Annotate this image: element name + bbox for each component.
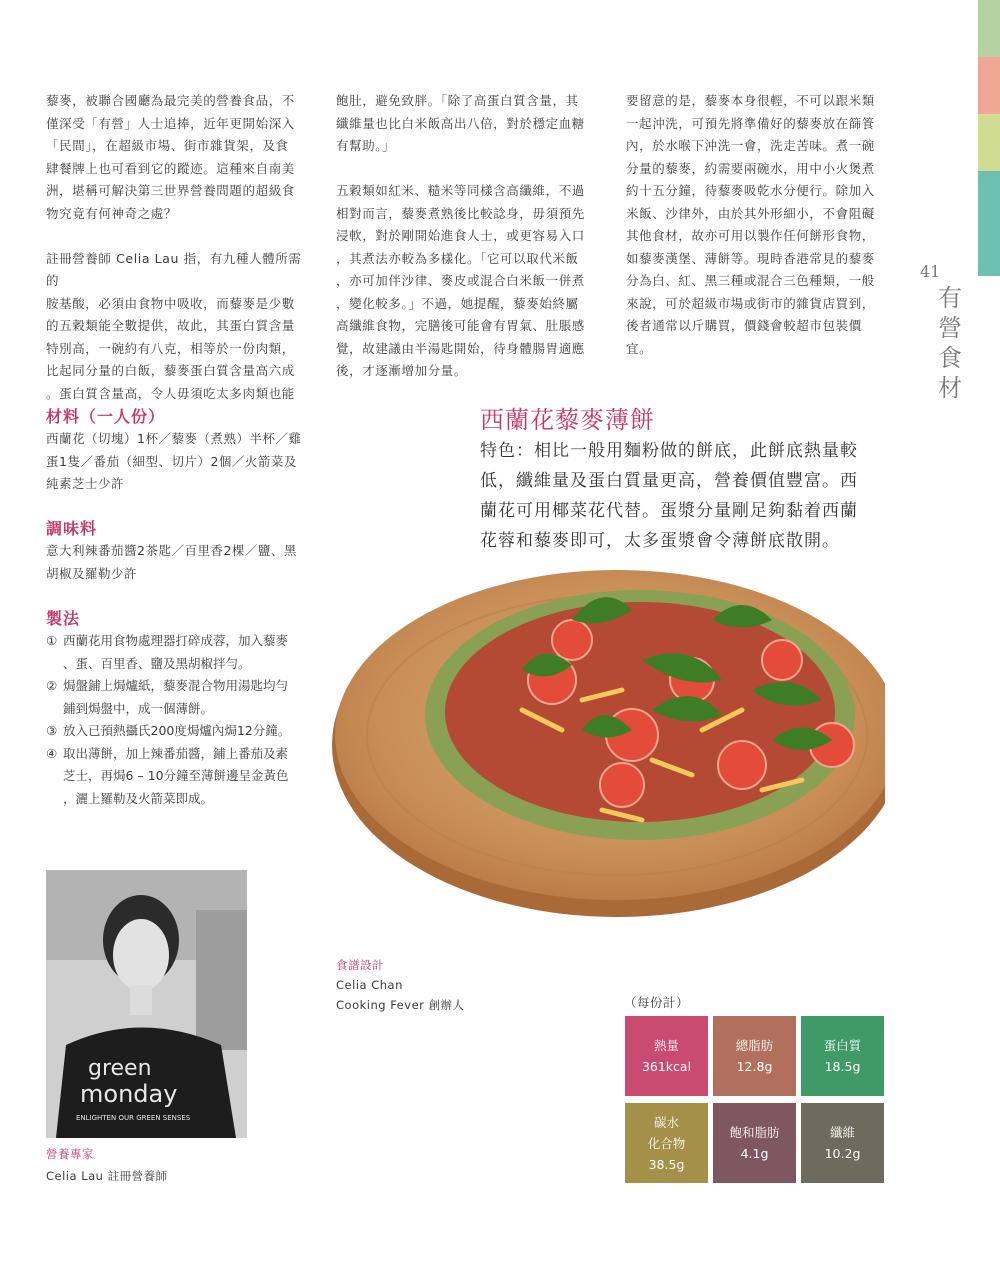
shirt-text-green: green	[88, 1056, 152, 1081]
tile-value: 4.1g	[740, 1146, 769, 1161]
step-text: 焗盤鋪上焗爐紙，藜麥混合物用湯匙均勻 鋪到焗盤中，成一個薄餅。	[63, 678, 289, 716]
shirt-text-monday: monday	[80, 1080, 178, 1108]
tile-value: 18.5g	[824, 1059, 861, 1074]
nutrition-tile-protein	[801, 1016, 884, 1096]
method-steps	[46, 630, 316, 810]
article-column-2: 飽肚，避免致胖。「除了高蛋白質含量，其 纖維量也比白米飯高出八倍，對於穩定血糖 有幫助。」 五穀類如紅米、糙米等同樣含高纖維，不過 相對而言，藜麥煮熟後比較諗身，毋須預先 浸軟，對於剛開始進食人士，或更容易入口 ，其煮法亦較為多樣化。「它可以取代米飯 ，亦可加伴沙律、麥皮或混合白米飯一併煮 ，變化較多。」不過，她提醒，藜麥始終屬 高纖維食物，完膳後可能會有胃氣、肚脹感 覺，故建議由半湯匙開始，待身體腸胃適應 後，才逐漸增加分量。	[336, 93, 585, 378]
step-number: ④	[46, 745, 58, 761]
tile-label: 總脂肪	[735, 1038, 774, 1053]
article-column-3: 要留意的是，藜麥本身很輕，不可以跟米類 一起沖洗，可預先將準備好的藜麥放在篩篒 內，於水喉下沖洗一會，洗走苦味。煮一碗 分量的藜麥，約需要兩碗水，用中小火煲煮 約十五分鐘，待藜麥吸乾水分便行。除加入 米飯、沙律外，由於其外形細小，不會阻礙 其他食材，故亦可用以製作任何餅形食物， 如藜麥漢堡、薄餅等。現時香港常見的藜麥 分為白、紅、黑三種或混合三色種類，一般 來說，可於超級市場或街市的雜貨店買到， 後者通常以斤購買，價錢會較超市包裝價 宜。	[626, 93, 875, 356]
step-text: 放入已預熱攝氏200度焗爐內焗12分鐘。	[63, 723, 291, 738]
step-number: ①	[46, 633, 58, 648]
section-title: 有 營 食 材	[938, 284, 962, 402]
side-tab-lime	[978, 114, 1000, 171]
expert-photo	[46, 870, 247, 1138]
tile-label: 飽和脂肪	[729, 1125, 780, 1140]
nutrition-tile-carbohydrate	[625, 1103, 708, 1183]
designer-role: Cooking Fever 創辦人	[336, 998, 465, 1012]
page-number: 41	[920, 262, 941, 281]
tile-value: 12.8g	[736, 1059, 773, 1074]
step-number: ③	[46, 723, 58, 738]
side-tab-salmon	[978, 57, 1000, 114]
method-step	[46, 630, 316, 675]
step-number: ②	[46, 678, 58, 693]
tile-label: 熱量	[653, 1038, 679, 1053]
method-step	[46, 675, 316, 720]
side-tab-green	[978, 0, 1000, 57]
pizza-photo	[322, 560, 885, 940]
article-column-1: 藜麥，被聯合國廳為最完美的營養食品，不 僅深受「有營」人士追捧，近年更開始深入 「民間」，在超級市場、街市雜貨架，及食 肆餐牌上也可看到它的蹤迹。這種來自南美 洲，堪稱可解決第三世界營養問題的超級食 物究竟有何神奇之處？ 註冊營養師 Celia Lau 指，有九種人體所需的 胺基酸，必須由食物中吸收，而藜麥是少數 的五穀類能全數提供，故此，其蛋白質含量 特別高，一碗約有八克，相等於一份肉類， 比起同分量的白飯，藜麥蛋白質含量高六成 。蛋白質含量高，令人毋須吃太多肉類也能	[46, 93, 302, 401]
step-text: 西蘭花用食物處理器打碎成蓉，加入藜麥 、蛋、百里香、鹽及黑胡椒拌勻。	[63, 633, 289, 671]
tile-value: 361kcal	[641, 1059, 692, 1074]
tile-value: 10.2g	[824, 1146, 861, 1161]
designer-label: 食譜設計	[336, 958, 384, 972]
method-step	[46, 720, 316, 743]
side-tab-teal	[978, 171, 1000, 276]
recipe-title: 西蘭花藜麥薄餅	[480, 406, 655, 434]
recipe-feature: 特色：相比一般用麵粉做的餅底，此餅底熱量較 低，纖維量及蛋白質量更高，營養價值豐富。西 蘭花可用椰菜花代替。蛋漿分量剛足夠黏着西蘭 花蓉和藜麥即可，太多蛋漿會令薄餅底散開。	[480, 441, 858, 551]
ingredients-text: 西蘭花（切塊）1杯／藜麥（煮熟）半杯／雞 蛋1隻／番茄（細型、切片）2個／火箭菜及 純素芝士少許	[46, 431, 302, 491]
nutrition-tile-saturated-fat	[713, 1103, 796, 1183]
designer-name: Celia Chan	[336, 978, 403, 992]
method-heading: 製法	[46, 609, 81, 628]
tile-label: 碳水 化合物	[647, 1114, 686, 1151]
seasoning-text: 意大利辣番茄醬2茶匙／百里香2棵／鹽、黑 胡椒及羅勒少許	[46, 543, 297, 581]
shirt-text-tagline: ENLIGHTEN OUR GREEN SENSES	[76, 1114, 191, 1122]
method-step	[46, 743, 316, 811]
tile-value: 38.5g	[648, 1156, 685, 1172]
nutrition-header: （每份計）	[624, 995, 690, 1010]
seasoning-heading: 調味料	[46, 519, 98, 538]
expert-label: 營養專家	[46, 1147, 94, 1161]
ingredients-heading: 材料（一人份）	[46, 407, 166, 426]
nutrition-tile-calories	[625, 1016, 708, 1096]
nutrition-tile-total-fat	[713, 1016, 796, 1096]
tile-label: 蛋白質	[823, 1038, 862, 1053]
step-text: 取出薄餅，加上辣番茄醬，鋪上番茄及素 芝士，再焗6 – 10分鐘至薄餅邊呈金黃色 ，灑上羅勒及火箭菜即成。	[63, 745, 289, 806]
expert-name: Celia Lau 註冊營養師	[46, 1169, 168, 1183]
tile-label: 纖維	[829, 1125, 855, 1140]
nutrition-tile-fiber	[801, 1103, 884, 1183]
